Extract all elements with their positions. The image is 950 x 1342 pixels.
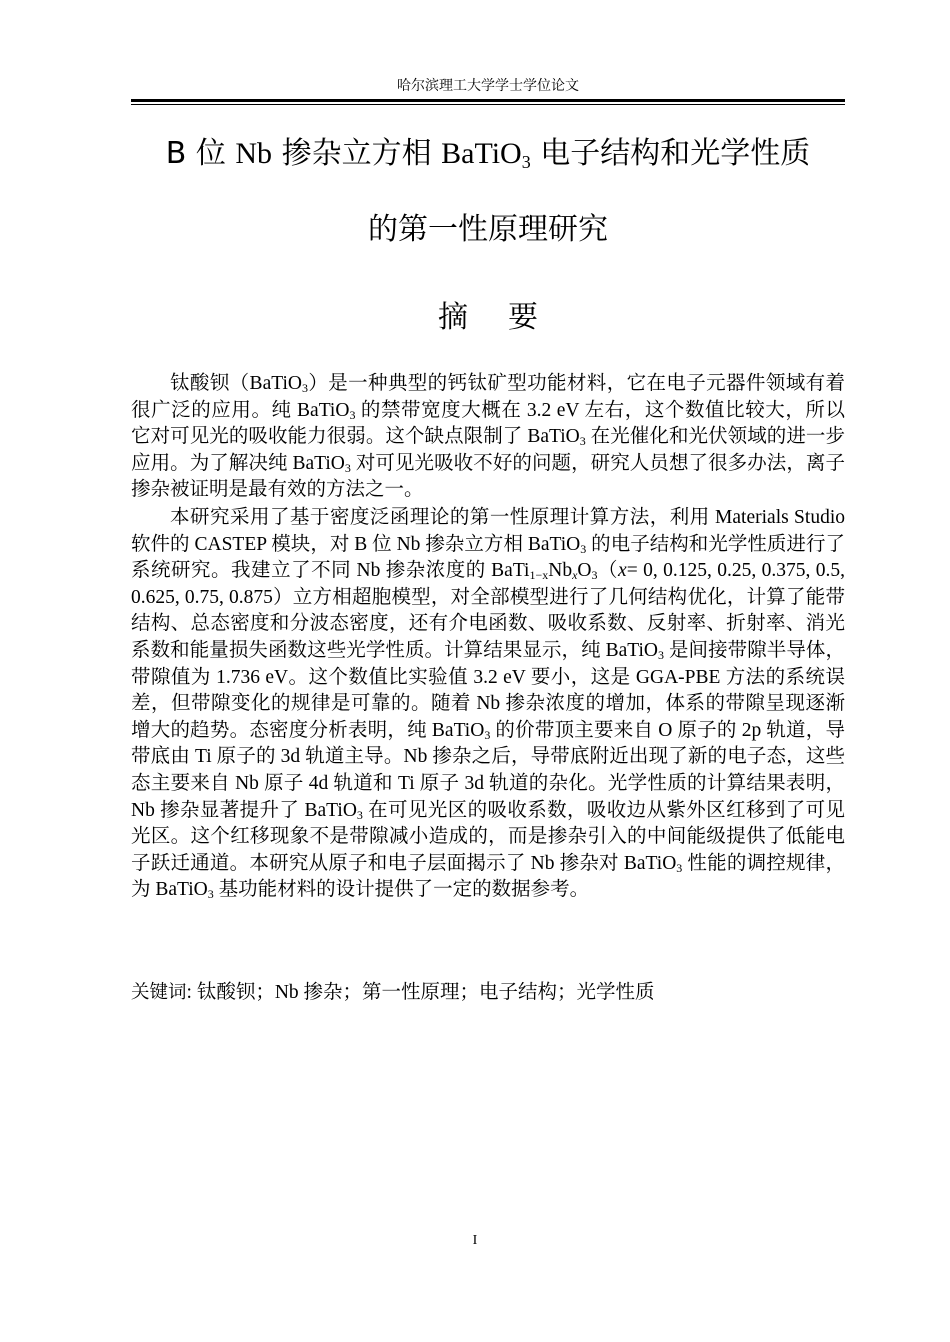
page-number: I [472,1233,478,1248]
thesis-title-line-2: 的第一性原理研究 [368,212,608,247]
keywords-text: 钛酸钡；Nb 掺杂；第一性原理；电子结构；光学性质 [196,982,655,1003]
abstract-paragraph-1: 钛酸钡（BaTiO$_3$）是一种典型的钙钛矿型功能材料，它在电子元器件领域有着很广泛的应用。纯 BaTiO$_3$ 的禁带宽度大概在 3.2 eV 左右，这个数值比较大，所以它对可见光的吸收能力很弱。这个缺点限制了 BaTiO$_3$ 在光催化和光伏领域的进一步应用。为了解决纯 BaTiO$_3$ 对可见光吸收不好的问题，研究人员想了很多办法，离子掺杂被证明是最有效的方法之一。 [131,373,845,501]
keywords-line: 关键词: 钛酸钡；Nb 掺杂；第一性原理；电子结构；光学性质 [131,982,655,1003]
header-rule-thick [131,99,845,102]
header-rule-thin [131,104,845,105]
abstract-paragraph-2: 本研究采用了基于密度泛函理论的第一性原理计算方法，利用 Materials Studio 软件的 CASTEP 模块，对 B 位 Nb 掺杂立方相 BaTiO$_3$ 的电子结构和光学性质进行了系统研究。我建立了不同 Nb 掺杂浓度的 $BaTi_{1-x}Nb_xO_3(x= 0$, 0.125, 0.25, 0.375, 0.5, 0.625, 0.75, 0.875）立方相超胞模型，对全部模型进行了几何结构优化，计算了能带结构、总态密度和分波态密度，还有介电函数、吸收系数、反射率、折射率、消光系数和能量损失函数这些光学性质。计算结果显示，纯 BaTiO$_3$ 是间接带隙半导体，带隙值为 1.736 eV。这个数值比实验值 3.2 eV 要小，这是 GGA-PBE 方法的系统误差，但带隙变化的规律是可靠的。随着 Nb 掺杂浓度的增加，体系的带隙呈现逐渐增大的趋势。态密度分析表明，纯 BaTiO$_3$ 的价带顶主要来自 O 原子的 2p 轨道，导带底由 Ti 原子的 3d 轨道主导。Nb 掺杂之后，导带底附近出现了新的电子态，这些态主要来自 Nb 原子 4d 轨道和 Ti 原子 3d 轨道的杂化。光学性质的计算结果表明，Nb 掺杂显著提升了 BaTiO$_3$ 在可见光区的吸收系数，吸收边从紫外区红移到了可见光区。这个红移现象不是带隙减小造成的，而是掺杂引入的中间能级提供了低能电子跃迁通道。本研究从原子和电子层面揭示了 Nb 掺杂对 BaTiO$_3$ 性能的调控规律，为 BaTiO$_3$ 基功能材料的设计提供了一定的数据参考。 [131,507,846,902]
abstract-heading: 摘要 [438,300,578,335]
running-header: 哈尔滨理工大学学士学位论文 [397,79,579,94]
keywords-label: 关键词 [131,982,187,1003]
thesis-title-line-1: B 位 Nb 掺杂立方相 BaTiO$_3$ 电子结构和光学性质 [165,136,811,172]
